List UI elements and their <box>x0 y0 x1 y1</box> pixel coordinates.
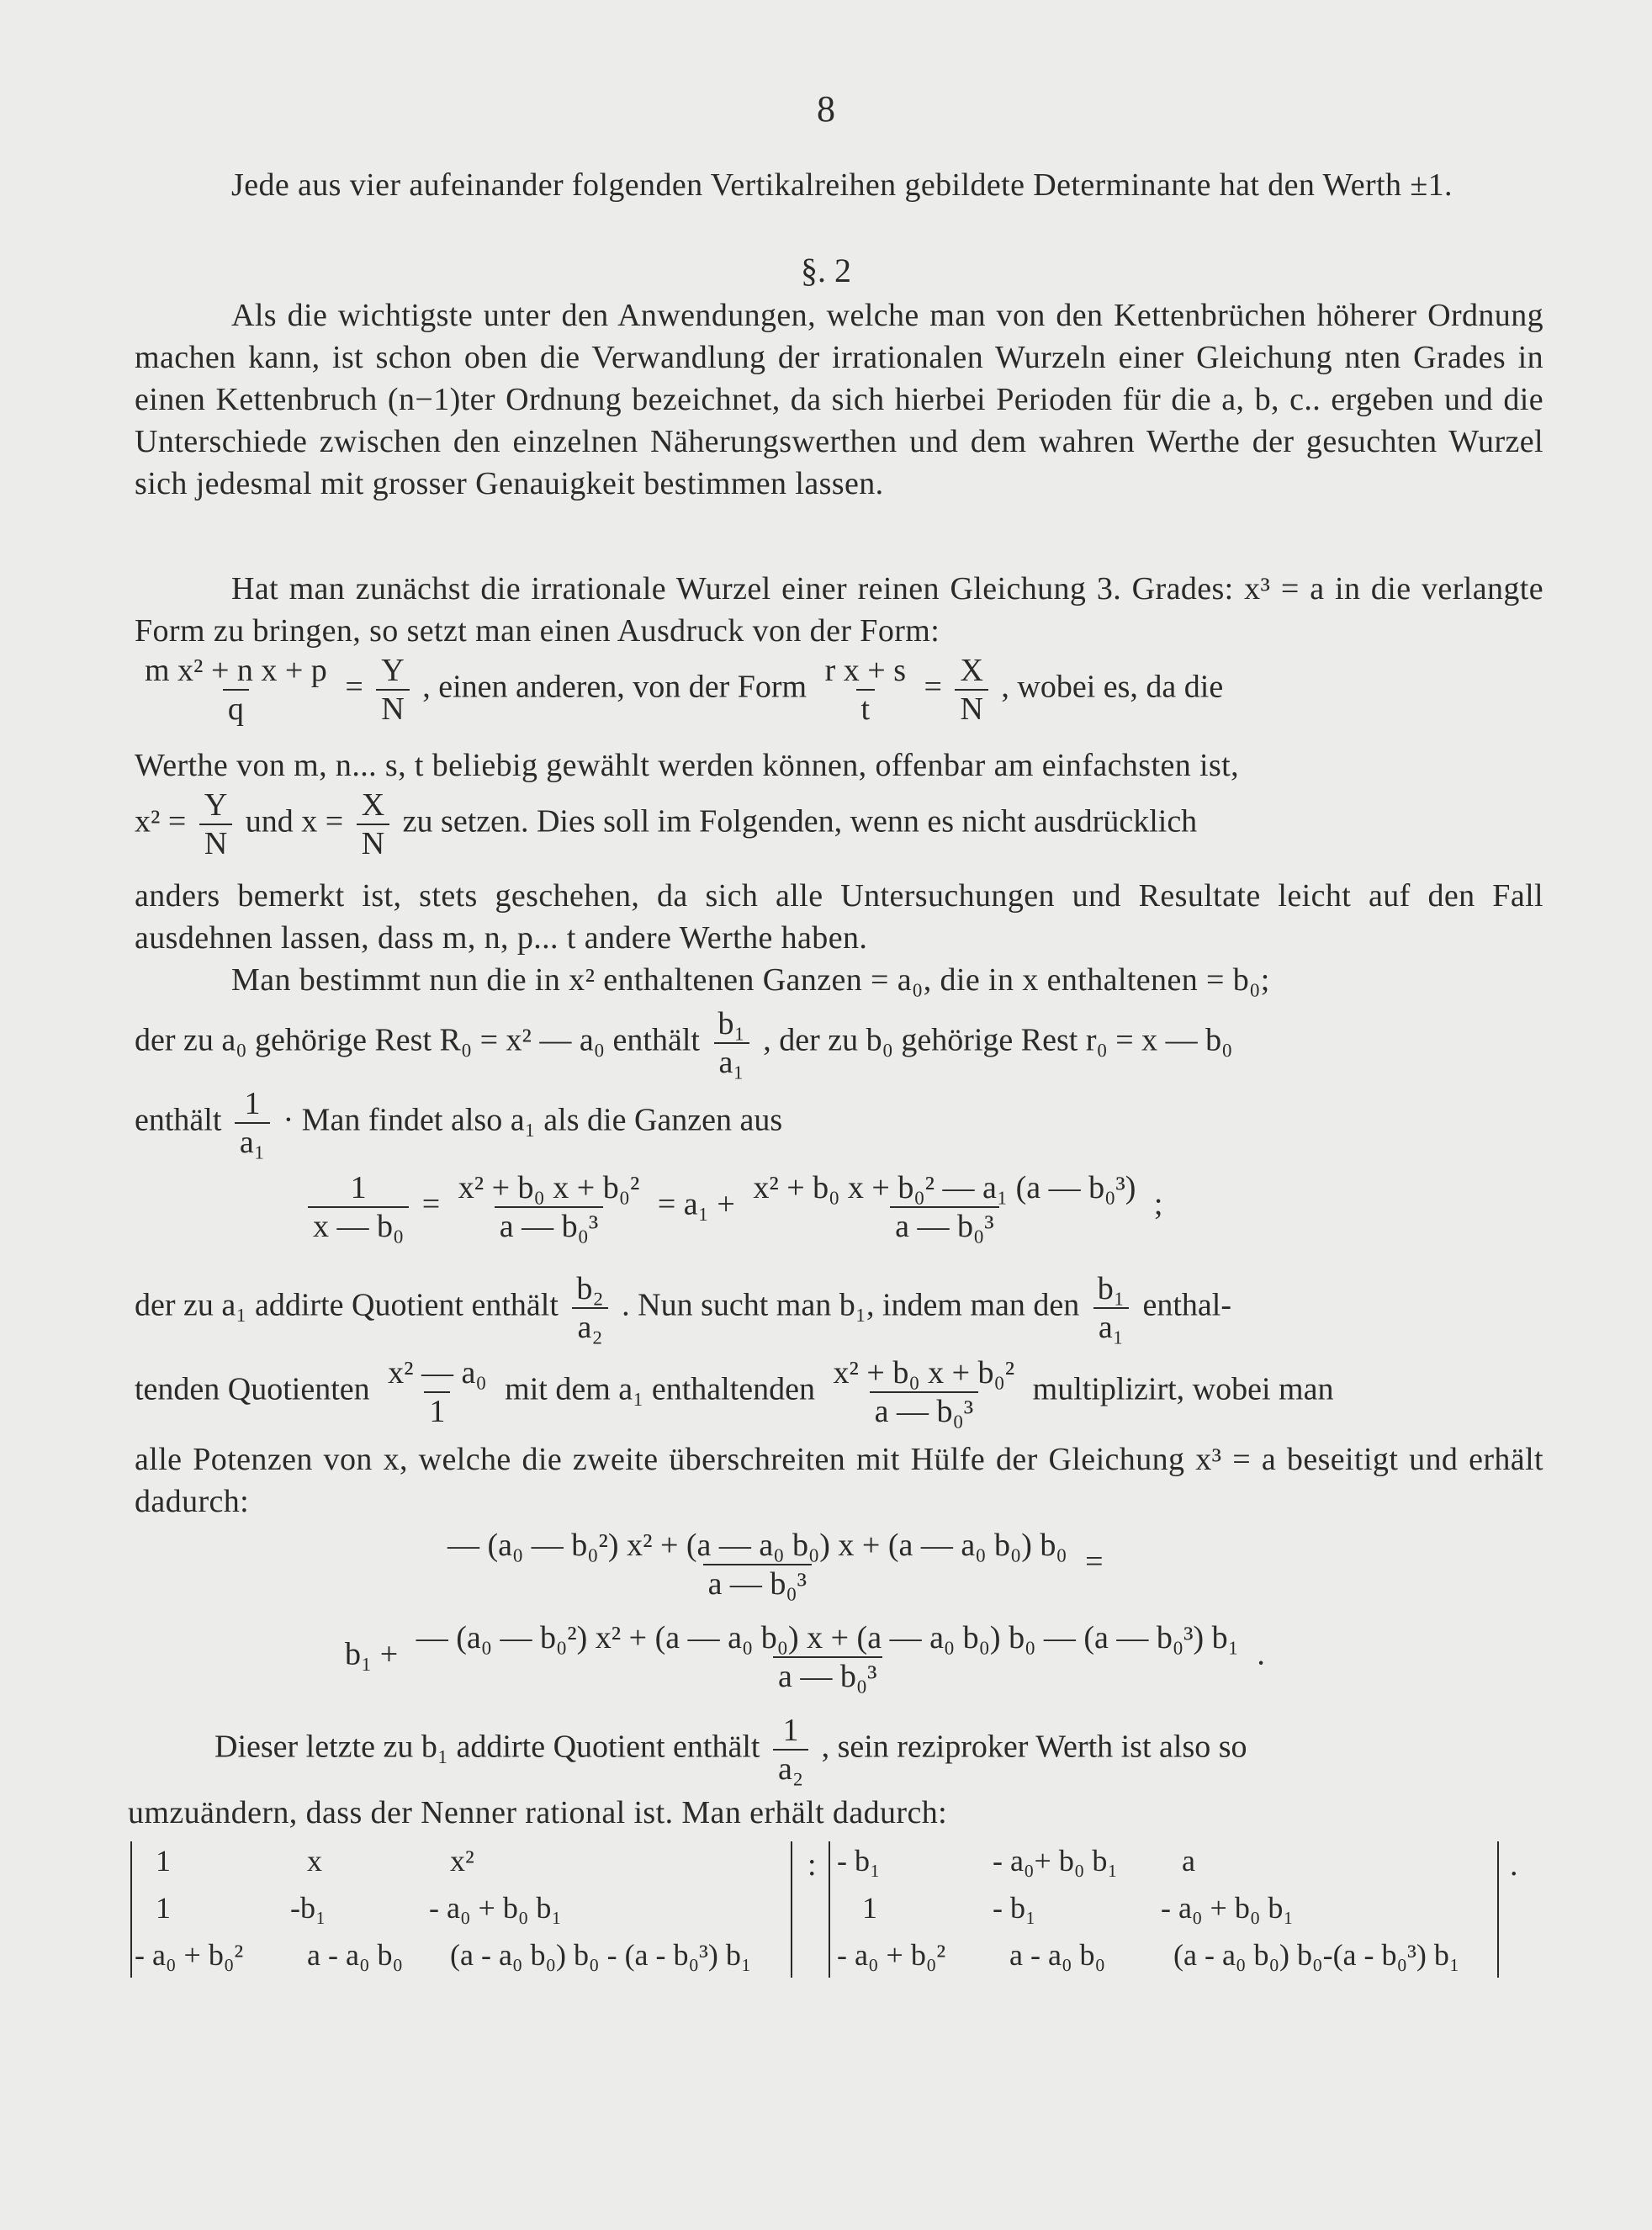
matrix-end-dot: . <box>1510 1847 1518 1883</box>
det-left-bar-open <box>130 1841 132 1978</box>
matrix-left-cell: 1 <box>156 1891 171 1925</box>
matrix-right-cell: (a - a₀ b₀) b₀-(a - b₀³) b₁ <box>1173 1938 1460 1972</box>
paragraph-applications: Als die wichtigste unter den Anwendungen, welche man von den Kettenbrüchen höherer Ordnung machen kann, ist schon oben die Verwandlung der irrationalen Wurzeln einer Gleichung nten Grades in einen Kettenbruch (n−1)ter Ordnung bezeichnet, da sich hierbei Perioden für die a, b, c.. ergeben und die Unterschiede zwischen den einzelnen Näherungswerthen und dem wahren Werthe der gesuchten Wurzel sich jedesmal mit grosser Genauigkeit bestimmen lassen. <box>135 298 1543 501</box>
matrix-left-cell: x <box>307 1844 322 1878</box>
paragraph-powers: alle Potenzen von x, welche die zweite überschreiten mit Hülfe der Gleichung x³ = a beseitigt und erhält dadurch: <box>135 1442 1543 1519</box>
reciprocal-line: Dieser letzte zu b₁ addirte Quotient enthält $\frac{1}{\text{a₂}}$ , sein reziproker Werth ist also so <box>214 1713 1247 1787</box>
equation-a1: $\frac{1}{\text{x — b₀}}$ = $\frac{\text{x² + b₀ x + b₀²}}{\text{a — b₀³}}$ = a₁ + $\frac{\text{x² + b₀ x + b₀² — a₁ (a — b₀³)}}{\text{a — b₀³}}$ ; <box>303 1169 1162 1245</box>
matrix-right-cell: 1 <box>862 1891 877 1925</box>
remainder-line: der zu a₀ gehörige Rest R₀ = x² — a₀ enthält $\frac{\text{b₁}}{\text{a₁}}$ , der zu b₀ gehörige Rest r₀ = x — b₀ <box>135 1006 1233 1080</box>
det-left-bar-close <box>791 1841 792 1978</box>
matrix-left-cell: - a₀ + b₀² <box>135 1938 244 1972</box>
matrix-left-cell: (a - a₀ b₀) b₀ - (a - b₀³) b₁ <box>450 1938 752 1972</box>
matrix-right-cell: a - a₀ b₀ <box>1009 1938 1106 1972</box>
equation-big-1: $\frac{\text{— (a₀ — b₀²) x² + (a — a₀ b₀) x + (a — a₀ b₀) b₀}}{\text{a — b₀³}}$ = <box>447 1528 1104 1602</box>
form-equation-line: $\frac{\text{m x² + n x + p}}{q}$ = $\frac{Y}{N}$ , einen anderen, von der Form $\frac{\text{r x + s}}{t}$ = $\frac{X}{N}$ , wobei es, da die <box>135 652 1223 728</box>
matrix-left-cell: a - a₀ b₀ <box>307 1938 404 1972</box>
paragraph-values: Werthe von m, n... s, t beliebig gewählt werden können, offenbar am einfachsten ist, <box>135 748 1240 783</box>
page-number: 8 <box>817 88 835 130</box>
matrix-colon: : <box>807 1847 817 1883</box>
paragraph-integers: Man bestimmt nun die in x² enthaltenen Ganzen = a₀, die in x enthaltenen = b₀; <box>231 962 1270 998</box>
determinant-quotient <box>126 1838 1539 1981</box>
contains-line: enthält $\frac{1}{\text{a₁}}$ · Man findet also a₁ als die Ganzen aus <box>135 1086 783 1160</box>
paragraph-determinant: Jede aus vier aufeinander folgenden Vertikalreihen gebildete Determinante hat den Werth ±1. <box>231 167 1453 203</box>
equation-big-2: b₁ + — (a₀ — b₀²) x² + (a — a₀ b₀) x + (a — a₀ b₀) b₀ — (a — b₀³) b₁ a — b₀³ . <box>345 1620 1265 1694</box>
matrix-left-cell: - a₀ + b₀ b₁ <box>429 1891 562 1925</box>
det-right-bar-open <box>829 1841 830 1978</box>
section-heading: §. 2 <box>801 252 851 289</box>
fraction-X-N: $\frac{X}{N}$ <box>955 652 987 728</box>
matrix-left-cell: 1 <box>156 1844 171 1878</box>
simple-substitution-line: x² = $\frac{Y}{N}$ und x = $\frac{X}{N}$ zu setzen. Dies soll im Folgenden, wenn es nicht ausdrücklich <box>135 787 1198 861</box>
matrix-right-cell: - a₀ + b₀ b₁ <box>1161 1891 1294 1925</box>
paragraph-rational: umzuändern, dass der Nenner rational ist. Man erhält dadurch: <box>128 1795 948 1830</box>
fraction-Y-N: $\frac{Y}{N}$ <box>376 652 409 728</box>
matrix-right-cell: - b₁ <box>837 1844 881 1878</box>
matrix-left-cell: x² <box>450 1844 474 1878</box>
matrix-right-cell: - a₀+ b₀ b₁ <box>993 1844 1118 1878</box>
matrix-left-cell: -b₁ <box>290 1891 326 1925</box>
multiply-line: tenden Quotienten $\frac{\text{x² — a₀}}{1}$ mit dem a₁ enthaltenden $\frac{\text{x² + b₀ x + b₀²}}{\text{a — b₀³}}$ multiplizirt, wobei man <box>135 1355 1334 1429</box>
matrix-right-cell: - b₁ <box>993 1891 1036 1925</box>
matrix-right-cell: a <box>1182 1844 1195 1878</box>
matrix-right-cell: - a₀ + b₀² <box>837 1938 946 1972</box>
quotient-line: der zu a₁ addirte Quotient enthält $\frac{\text{b₂}}{\text{a₂}}$ . Nun sucht man b₁, indem man den $\frac{\text{b₁}}{\text{a₁}}$ enthal- <box>135 1271 1232 1345</box>
fraction-mx: $\frac{\text{m x² + n x + p}}{q}$ <box>145 653 327 727</box>
det-right-bar-close <box>1497 1841 1499 1978</box>
paragraph-pure-equation: Hat man zunächst die irrationale Wurzel einer reinen Gleichung 3. Grades: x³ = a in die verlangte Form zu bringen, so setzt man einen Ausdruck von der Form: <box>135 571 1543 649</box>
paragraph-other-values: anders bemerkt ist, stets geschehen, da sich alle Untersuchungen und Resultate leicht auf den Fall ausdehnen lassen, dass m, n, p... t andere Werthe haben. <box>135 878 1543 956</box>
fraction-rx: $\frac{\text{r x + s}}{t}$ <box>824 653 906 727</box>
